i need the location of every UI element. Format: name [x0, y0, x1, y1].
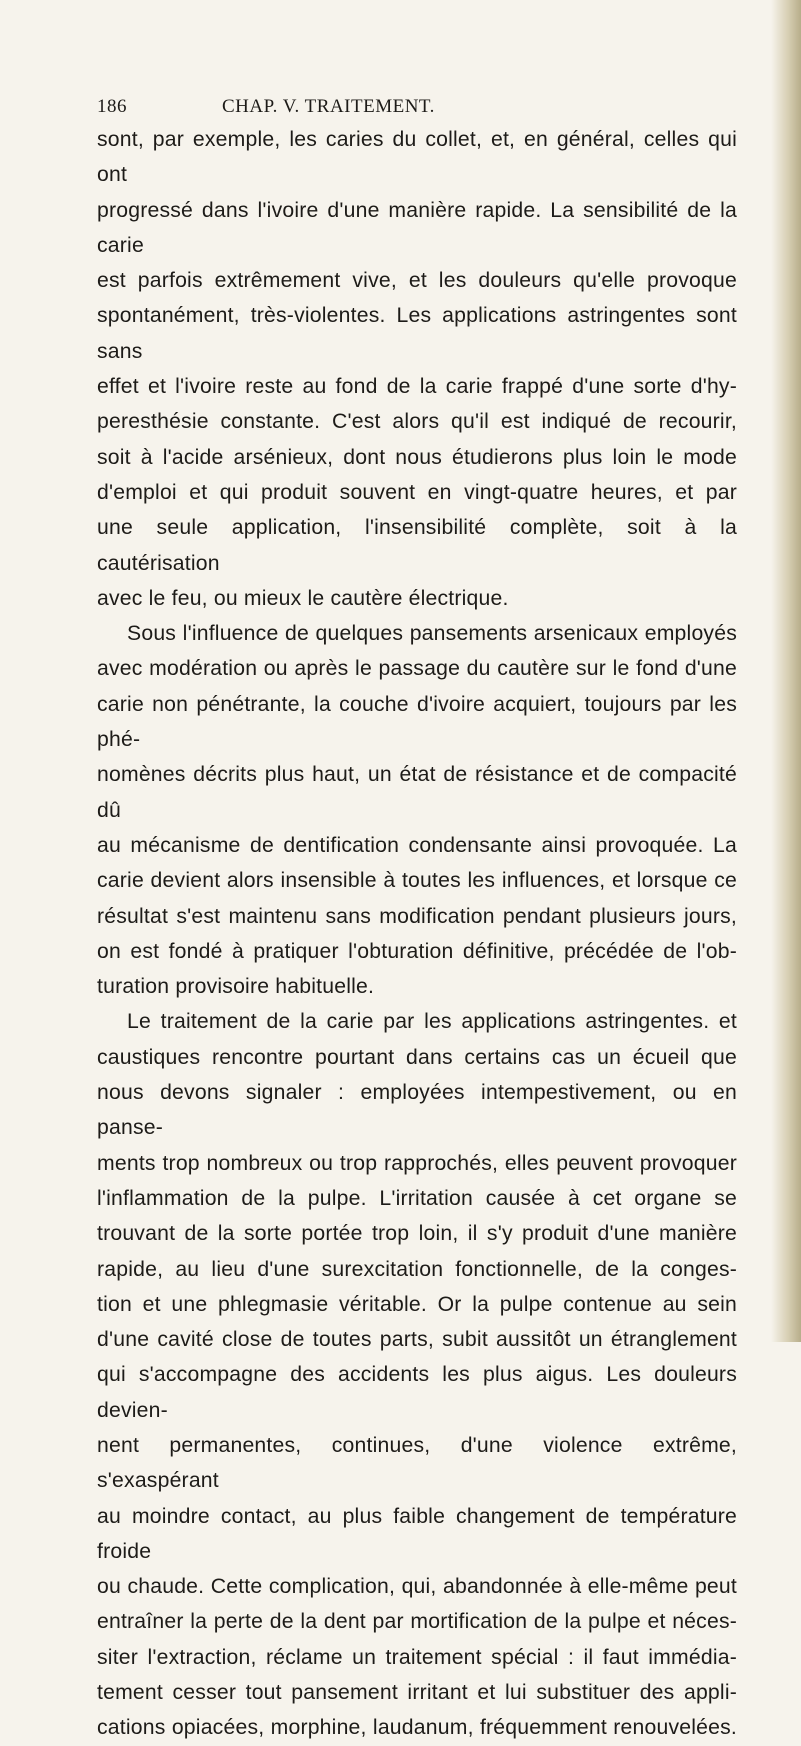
text-line: rapide, au lieu d'une surexcitation fonctionnelle, de la conges- [97, 1257, 737, 1281]
text-line: tion et une phlegmasie véritable. Or la pulpe contenue au sein [97, 1292, 737, 1316]
text-line: nous devons signaler : employées intempestivement, ou en panse- [97, 1081, 737, 1140]
text-line: carie devient alors insensible à toutes les influences, et lorsque ce [97, 869, 737, 893]
text-line: caustiques rencontre pourtant dans certains cas un écueil que [97, 1045, 737, 1069]
text-line: est parfois extrêmement vive, et les douleurs qu'elle provoque [97, 269, 737, 293]
body-text [97, 122, 737, 1746]
page-edge-shadow [771, 0, 801, 1342]
text-line: une seule application, l'insensibilité complète, soit à la cautérisation [97, 516, 737, 575]
text-line: nomènes décrits plus haut, un état de résistance et de compacité dû [97, 763, 737, 822]
text-line: au moindre contact, au plus faible changement de température froide [97, 1504, 737, 1563]
text-line: ou chaude. Cette complication, qui, abandonnée à elle-même peut [97, 1575, 737, 1599]
text-line: qui s'accompagne des accidents les plus aigus. Les douleurs devien- [97, 1363, 737, 1422]
text-line: entraîner la perte de la dent par mortification de la pulpe et néces- [97, 1610, 737, 1634]
text-line: résultat s'est maintenu sans modification pendant plusieurs jours, [97, 904, 737, 928]
text-line: effet et l'ivoire reste au fond de la carie frappé d'une sorte d'hy- [97, 375, 737, 399]
text-line: progressé dans l'ivoire d'une manière rapide. La sensibilité de la carie [97, 198, 737, 257]
text-line: sont, par exemple, les caries du collet, et, en général, celles qui ont [97, 128, 737, 187]
text-line: avec modération ou après le passage du cautère sur le fond d'une [97, 657, 737, 681]
text-line: peresthésie constante. C'est alors qu'il est indiqué de recourir, [97, 410, 737, 434]
text-line: spontanément, très-violentes. Les applications astringentes sont sans [97, 304, 737, 363]
page-number: 186 [97, 96, 127, 117]
text-line: carie non pénétrante, la couche d'ivoire acquiert, toujours par les phé- [97, 692, 737, 752]
running-title: CHAP. V. TRAITEMENT. [222, 96, 435, 117]
text-line: siter l'extraction, réclame un traitement spécial : il faut immédia- [97, 1645, 737, 1669]
text-line: tement cesser tout pansement irritant et lui substituer des appli- [97, 1681, 737, 1705]
text-line: cations opiacées, morphine, laudanum, fréquemment renouvelées. [97, 1716, 737, 1740]
text-line: on est fondé à pratiquer l'obturation définitive, précédée de l'ob- [97, 939, 737, 963]
text-line: Sous l'influence de quelques pansements arsenicaux employés [127, 622, 737, 646]
text-line: avec le feu, ou mieux le cautère électrique. [97, 586, 509, 610]
text-line: l'inflammation de la pulpe. L'irritation causée à cet organe se [97, 1186, 737, 1210]
text-line: ments trop nombreux ou trop rapprochés, elles peuvent provoquer [97, 1151, 737, 1175]
text-line: trouvant de la sorte portée trop loin, il s'y produit d'une manière [97, 1222, 737, 1246]
text-line: au mécanisme de dentification condensante ainsi provoquée. La [97, 833, 737, 857]
text-line: nent permanentes, continues, d'une violence extrême, s'exaspérant [97, 1433, 737, 1493]
text-line: turation provisoire habituelle. [97, 975, 375, 999]
text-line: d'emploi et qui produit souvent en vingt-quatre heures, et par [97, 480, 737, 504]
text-line: soit à l'acide arsénieux, dont nous étudierons plus loin le mode [97, 445, 737, 469]
text-line: d'une cavité close de toutes parts, subit aussitôt un étranglement [97, 1328, 737, 1352]
text-line: Le traitement de la carie par les applications astringentes. et [127, 1010, 737, 1034]
